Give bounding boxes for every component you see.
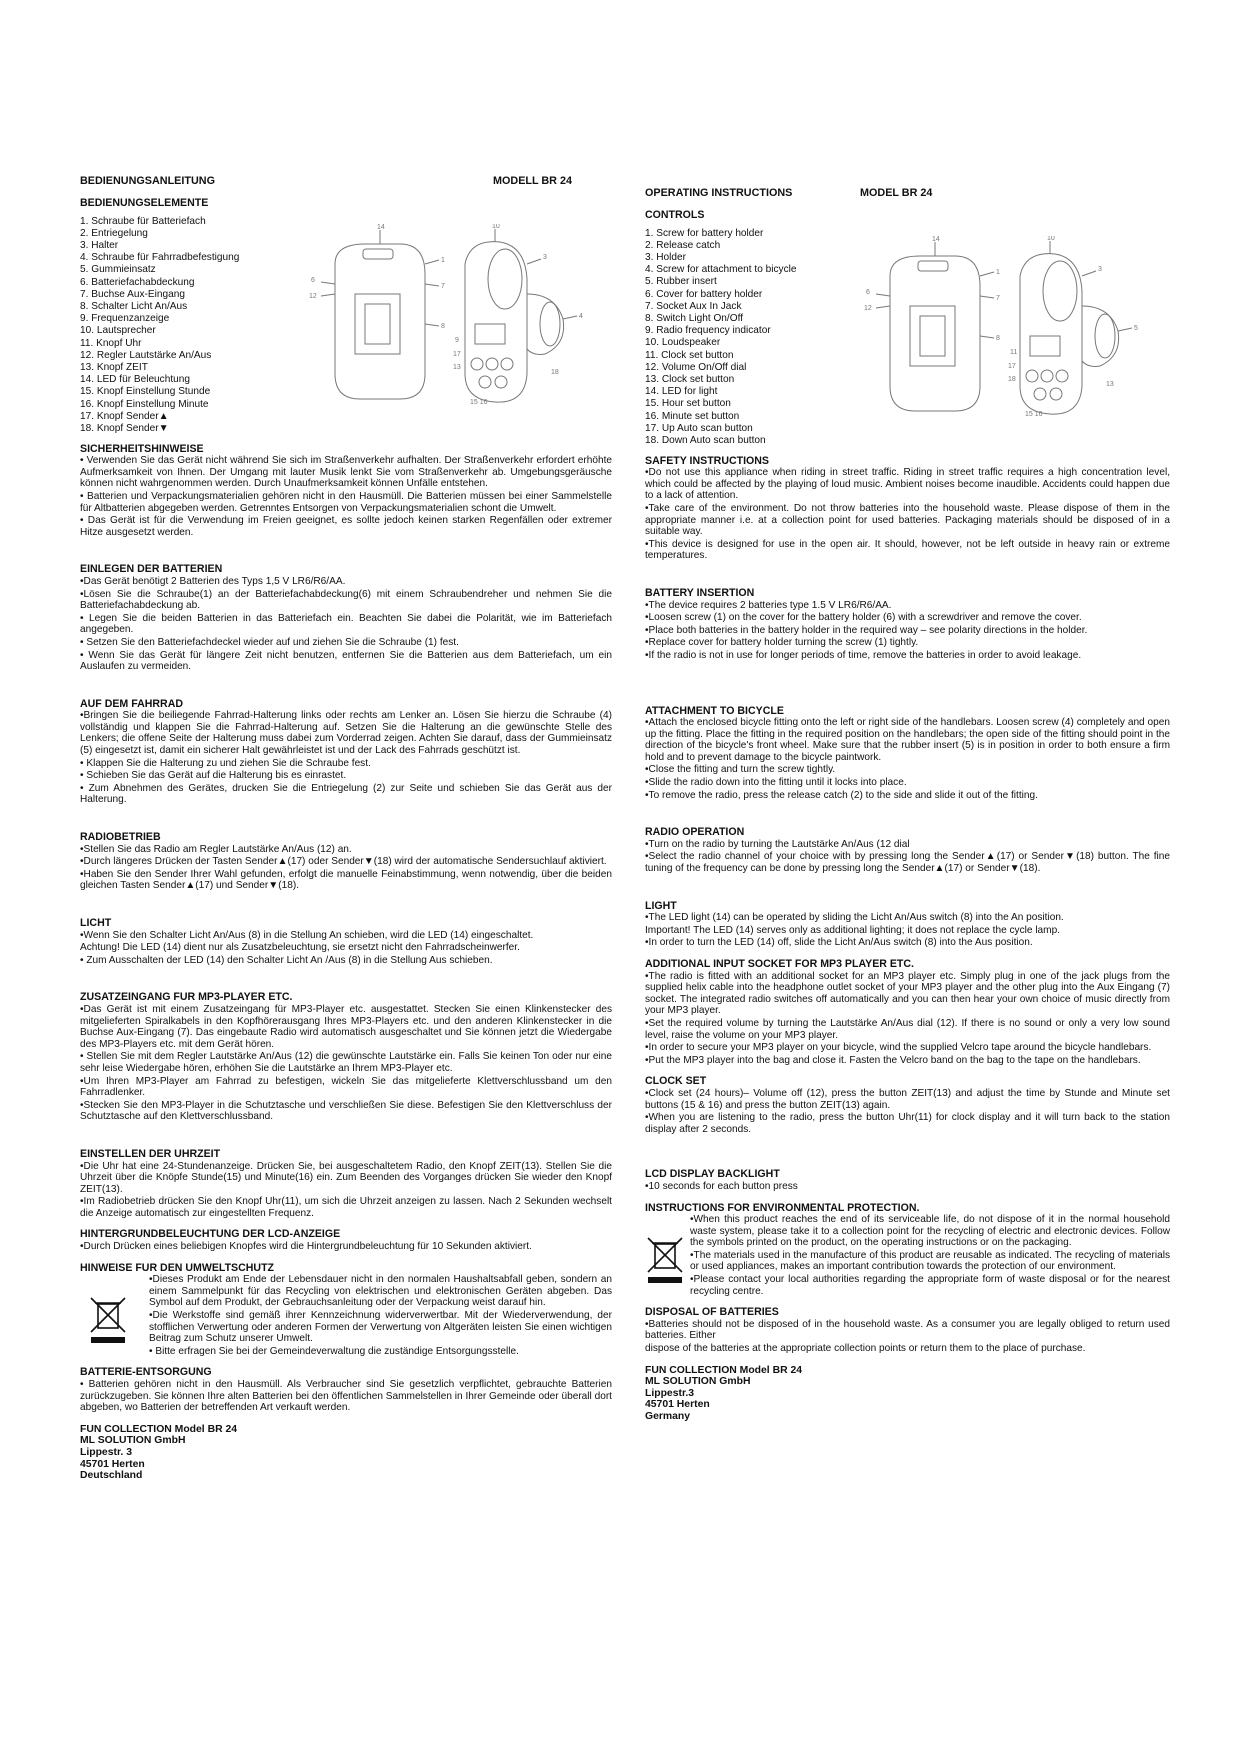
svg-text:7: 7 [441,282,445,290]
paragraph: •Haben Sie den Sender Ihrer Wahl gefunden, erfolgt die manuelle Feinabstimmung, wenn notwendig, über die beiden gleichen Tasten Sender▲(17) und Sender▼(18). [80,868,612,892]
paragraph: •Durch längeres Drücken der Tasten Sender▲(17) oder Sender▼(18) wird der automatische Sendersuchlauf aktiviert. [80,856,607,868]
svg-text:6: 6 [311,276,315,284]
paragraph: •Im Radiobetrieb drücken Sie den Knopf Uhr(11), um sich die Uhrzeit anzeigen zu lassen. Nach 2 Sekunden wechselt die Anzeige automatisch zur eingestellten Frequenz. [80,1196,612,1219]
aux-text [645,971,1170,1067]
env-text [149,1274,612,1357]
address-line: FUN COLLECTION Model BR 24 [645,1364,803,1376]
light-title: LICHT [80,917,112,929]
svg-text:8: 8 [441,322,445,330]
lcd-text [645,1181,1170,1193]
paragraph: •Turn on the radio by turning the Lautstärke An/Aus (12 dial [645,838,910,850]
svg-text:8: 8 [996,334,1000,342]
address-line: Deutschland [80,1470,143,1482]
paragraph: •The materials used in the manufacture of this product are reusable as indicated. The recycling of materials or used appliances, makes an important contribution towards the protection of our environment. [690,1249,1170,1273]
paragraph: •When this product reaches the end of its serviceable life, do not dispose of it in the normal household waste system, please take it to a collection point for the recycling of electric and electronic devices. Follow the symbols printed on the product, on the operating instructions or on the packaging. [690,1214,1170,1249]
paragraph: •Set the required volume by turning the Lautstärke An/Aus dial (12). If there is no sound or only a very low sound level, raise the volume on your MP3 player. [645,1017,1170,1041]
control-item: 2. Entriegelung [80,227,148,239]
address-line: FUN COLLECTION Model BR 24 [80,1423,238,1435]
control-item: 5. Rubber insert [645,276,717,288]
control-item: 7. Buchse Aux-Eingang [80,288,185,300]
crossed-bin-icon [88,1296,128,1344]
svg-text:12: 12 [309,292,317,300]
paragraph: • Das Gerät ist für die Verwendung im Freien geeignet, es sollte jedoch keinen starken Regenfällen oder extremer Hitze ausgesetzt werden. [80,515,612,538]
svg-text:10: 10 [1047,235,1055,242]
paragraph: •Dieses Produkt am Ende der Lebensdauer nicht in den normalen Haushaltsabfall geben, sondern an einem Sammelpunkt für das Recycling von elektrischen und elektronischen Geräten abgeben. Das Symbol auf dem Produkt, der Gebrauchsanleitung oder der Verpackung weist darauf hin. [149,1274,612,1309]
control-item: 11. Knopf Uhr [80,337,142,349]
radio-title: RADIO OPERATION [645,826,745,839]
paragraph: •Stecken Sie den MP3-Player in die Schutztasche und verschließen Sie diese. Befestigen Sie den Klettverschluss der Schutztasche auf den Klettverschlussband. [80,1099,612,1123]
address-line: 45701 Herten [80,1458,145,1470]
light-title: LIGHT [645,899,677,912]
control-item: 1. Screw for battery holder [645,227,764,239]
control-item: 9. Radio frequency indicator [645,325,771,337]
paragraph: •Batteries should not be disposed of in the household waste. As a consumer you are legally obliged to return used batteries. Either [645,1318,1170,1342]
controls-list [80,216,300,436]
svg-text:18: 18 [1008,375,1016,383]
control-item: 7. Socket Aux In Jack [645,300,742,312]
battery-title: EINLEGEN DER BATTERIEN [80,563,223,576]
paragraph: •Um Ihren MP3-Player am Fahrrad zu befestigen, wickeln Sie das mitgelieferte Klettverschlussband um den Fahrradlenker. [80,1075,612,1099]
paragraph: • Zum Abnehmen des Gerätes, drucken Sie die Entriegelung (2) zur Seite und schieben Sie das Gerät aus der Halterung. [80,782,612,806]
address-line: Germany [645,1411,691,1422]
paragraph: •Bringen Sie die beiliegende Fahrrad-Halterung links oder rechts am Lenker an. Lösen Sie hierzu die Schraube (4) vollständig und klappen Sie die Fahrrad-Halterung auf. Setzen Sie die Halterung an die gewünschte Stelle des Lenkers; die offene Seite der Halterung muss dabei zum Vorderrad zeigen. Achten Sie darauf, dass der Gummieinsatz (5) eingesetzt ist, damit ein sicherer Halt gewährleistet ist und der Lack des Fahrrads geschützt ist. [80,710,612,757]
svg-text:14: 14 [377,223,385,231]
control-item: 14. LED for light [645,386,718,398]
bicycle-text [80,710,612,806]
control-item: 16. Minute set button [645,410,740,422]
crossed-bin-icon [645,1236,685,1284]
svg-text:13: 13 [453,363,461,371]
control-item: 4. Schraube für Fahrradbefestigung [80,252,240,264]
header [645,188,1170,204]
paragraph: •Clock set (24 hours)– Volume off (12), press the button ZEIT(13) and adjust the time by Stunde and Minute set buttons (15 & 16) and press the button ZEIT(13) again. [645,1087,1170,1111]
paragraph: • Legen Sie die beiden Batterien in das Batteriefach ein. Beachten Sie dabei die Polarität, wie im Batteriefach angegeben. [80,612,612,636]
paragraph: •The LED light (14) can be operated by sliding the Licht An/Aus switch (8) into the An position. [645,912,1064,924]
controls-title: BEDIENUNGSELEMENTE [80,197,209,209]
control-item: 18. Down Auto scan button [645,435,766,447]
paragraph: •Close the fitting and turn the screw tightly. [645,764,836,776]
control-item: 12. Volume On/Off dial [645,361,747,373]
paragraph: •Replace cover for battery holder turning the screw (1) tightly. [645,637,919,649]
controls-title: CONTROLS [645,209,705,221]
aux-title: ZUSATZEINGANG FUR MP3-PLAYER ETC. [80,991,293,1004]
control-item: 12. Regler Lautstärke An/Aus [80,349,212,361]
light-text [645,912,1170,949]
svg-text:15 16: 15 16 [1025,410,1043,418]
lcd-title: LCD DISPLAY BACKLIGHT [645,1168,780,1181]
paragraph: •When you are listening to the radio, press the button Uhr(11) for clock display and it will turn back to the station display after 2 seconds. [645,1112,1170,1135]
paragraph: • Verwenden Sie das Gerät nicht während Sie sich im Straßenverkehr aufhalten. Der Straßenverkehr erfordert erhöhte Aufmerksamkeit von Ihnen. Der Umgang mit lauter Musik lenkt Sie vom Straßenverkehr ab. Umgebungsgeräusche können nicht wahrgenommen werden. Durch Unaufmerksamkeit können Unfälle entstehen. [80,455,612,490]
paragraph: •Lösen Sie die Schraube(1) an der Batteriefachabdeckung(6) mit einem Schraubendreher und nehmen Sie die Batteriefachabdeckung ab. [80,588,612,612]
env-title: INSTRUCTIONS FOR ENVIRONMENTAL PROTECTION. [645,1201,920,1214]
light-text [80,930,612,967]
svg-text:15 16: 15 16 [470,398,488,406]
svg-text:17: 17 [453,350,461,358]
svg-text:7: 7 [996,294,1000,302]
radio-text [645,839,1170,875]
paragraph: •Place both batteries in the battery holder in the required way – see polarity directions in the holder. [645,624,1088,636]
address-line: ML SOLUTION GmbH [645,1376,751,1388]
german-column [80,176,612,1482]
safety-title: SICHERHEITSHINWEISE [80,442,204,455]
control-item: 1. Schraube für Batteriefach [80,215,206,227]
paragraph: •If the radio is not in use for longer periods of time, remove the batteries in order to avoid leakage. [645,649,1082,661]
paragraph: • Setzen Sie den Batteriefachdeckel wieder auf und ziehen Sie die Schraube (1) fest. [80,636,459,648]
paragraph: •Slide the radio down into the fitting until it locks into place. [645,777,907,789]
paragraph: •Please contact your local authorities regarding the appropriate form of waste disposal or for the nearest recycling centre. [690,1274,1170,1297]
control-item: 15. Knopf Einstellung Stunde [80,386,211,398]
paragraph: •This device is designed for use in the open air. It should, however, not be left outside in heavy rain or extreme temperatures. [645,538,1170,562]
lcd-title: HINTERGRUNDBELEUCHTUNG DER LCD-ANZEIGE [80,1228,341,1241]
paragraph: • Stellen Sie mit dem Regler Lautstärke An/Aus (12) die gewünschte Lautstärke ein. Falls Sie keinen Ton oder nur eine sehr leise Wiedergabe hören, erhöhen Sie die Lautstärke an Ihrem MP3-Player etc. [80,1051,612,1074]
env-text [690,1214,1170,1297]
paragraph: •Die Uhr hat eine 24-Stundenanzeige. Drücken Sie, bei ausgeschaltetem Radio, den Knopf ZEIT(13). Stellen Sie die Uhrzeit über die Knöpfe Stunde(15) und Minute(16) ein. Zum Beenden des Vorganges drücken Sie wieder den Knopf ZEIT(13). [80,1160,612,1195]
paragraph: •To remove the radio, press the release catch (2) to the side and slide it out of the fitting. [645,789,1038,801]
paragraph: •Loosen screw (1) on the cover for the battery holder (6) with a screwdriver and remove the cover. [645,612,1082,624]
paragraph: •Take care of the environment. Do not throw batteries into the household waste. Please dispose of them in the appropriate manner i.e. at a collection point for used batteries. Packaging materials should be disposed of in a suitable way. [645,502,1170,538]
control-item: 8. Schalter Licht An/Aus [80,301,188,313]
paragraph: •Attach the enclosed bicycle fitting onto the left or right side of the handlebars. Loosen screw (4) completely and open up the fitting. Place the fitting in the required position on the handlebars; the open side of the fitting should point in the direction of the bicycle's front wheel. Make sure that the rubber insert (5) is in position in order to both ensure a firm hold and to prevent damage to the bicycle paintwork. [645,717,1170,763]
address [80,1424,612,1482]
radio-title: RADIOBETRIEB [80,831,161,844]
paragraph: • Zum Ausschalten der LED (14) den Schalter Licht An /Aus (8) in die Stellung Aus schieben. [80,954,493,966]
clock-title: CLOCK SET [645,1075,707,1088]
svg-text:14: 14 [932,235,940,243]
svg-text:13: 13 [1106,380,1114,388]
clock-text [645,1088,1170,1135]
paragraph: dispose of the batteries at the appropriate collection points or return them to the place of purchase. [645,1343,1086,1355]
svg-text:12: 12 [864,304,872,312]
control-item: 16. Knopf Einstellung Minute [80,398,209,410]
disposal-title: BATTERIE-ENTSORGUNG [80,1366,212,1379]
paragraph: • Wenn Sie das Gerät für längere Zeit nicht benutzen, entfernen Sie die Batterien aus dem Batteriefach, um ein Auslaufen zu vermeiden. [80,649,612,673]
env-block [645,1214,1170,1297]
address-line: Lippestr. 3 [80,1446,132,1458]
disposal-title: DISPOSAL OF BATTERIES [645,1306,779,1319]
svg-text:3: 3 [543,253,547,261]
control-item: 10. Lautsprecher [80,325,156,337]
control-item: 2. Release catch [645,239,721,251]
aux-title: ADDITIONAL INPUT SOCKET FOR MP3 PLAYER ETC. [645,958,914,970]
paragraph: • Klappen Sie die Halterung zu und ziehen Sie die Schraube fest. [80,757,371,769]
paragraph: • Batterien und Verpackungsmaterialien gehören nicht in den Hausmüll. Die Batterien müssen bei einer Sammelstelle für Altbatterien abgegeben werden. Getrenntes Entsorgen von Verpackungsmaterialien schont die Umwelt. [80,490,612,514]
control-item: 18. Knopf Sender▼ [80,423,169,435]
bicycle-title: AUF DEM FAHRRAD [80,697,183,710]
clock-title: EINSTELLEN DER UHRZEIT [80,1147,221,1160]
svg-text:17: 17 [1008,362,1016,370]
header [80,176,612,192]
control-item: 8. Switch Light On/Off [645,313,743,325]
paragraph: •Do not use this appliance when riding in street traffic. Riding in street traffic requires a high concentration level, which could be affected by the playing of loud music. Ambient noises become inaudible. Accidents could happen due to a lack of attention. [645,467,1170,502]
control-item: 13. Knopf ZEIT [80,362,148,374]
address-line: 45701 Herten [645,1399,710,1411]
svg-text:9: 9 [455,336,459,344]
doc-title: OPERATING INSTRUCTIONS [645,187,793,199]
paragraph: • Schieben Sie das Gerät auf die Halterung bis es einrastet. [80,770,347,782]
control-item: 10. Loudspeaker [645,337,721,349]
address [645,1365,1170,1423]
svg-text:5: 5 [1134,324,1138,332]
control-item: 14. LED für Beleuchtung [80,374,190,386]
paragraph: •Die Werkstoffe sind gemäß ihrer Kennzeichnung widerverwertbar. Mit der Wiederverwendung, der stofflichen Verwertung oder anderen Formen der Verwertung von Altgeräten leisten Sie einen wichtigen Beitrag zum Schutz unserer Umwelt. [149,1310,612,1345]
paragraph: •Select the radio channel of your choice with by pressing long the Sender▲(17) or Sender▼(18) button. The fine tuning of the frequency can be done by pressing long the Sender▲(17) or Sender▼(18). [645,851,1170,875]
control-item: 13. Clock set button [645,374,735,386]
radio-text [80,844,612,892]
paragraph: •Das Gerät benötigt 2 Batterien des Typs 1,5 V LR6/R6/AA. [80,575,346,587]
disposal-text [80,1379,612,1414]
svg-text:1: 1 [996,268,1000,276]
paragraph: • Bitte erfragen Sie bei der Gemeindeverwaltung die zuständige Entsorgungsstelle. [149,1345,519,1357]
aux-text [80,1004,612,1123]
control-item: 17. Up Auto scan button [645,422,753,434]
svg-text:10: 10 [492,223,500,230]
clock-text [80,1161,612,1220]
svg-text:6: 6 [866,288,870,296]
control-item: 6. Cover for battery holder [645,288,763,300]
control-item: 11. Clock set button [645,349,734,361]
paragraph: •Put the MP3 player into the bag and close it. Fasten the Velcro band on the bag to the tape on the handlebars. [645,1054,1141,1066]
paragraph: •Wenn Sie den Schalter Licht An/Aus (8) in die Stellung An schieben, wird die LED (14) eingeschaltet. [80,929,534,941]
paragraph: • Batterien gehören nicht in den Hausmüll. Als Verbraucher sind Sie gesetzlich verpflichtet, gebrauchte Batterien zurückzugeben. Sie können Ihre alten Batterien bei den öffentlichen Sammelstellen in Ihrer Gemeinde oder überall dort abgeben, wo Batterien der betreffenden Art verkauft werden. [80,1379,612,1414]
device-figure [305,224,595,414]
svg-text:3: 3 [1098,265,1102,273]
disposal-text [645,1319,1170,1355]
device-figure [860,236,1150,426]
battery-text [645,600,1170,662]
paragraph: •Durch Drücken eines beliebigen Knopfes wird die Hintergrundbeleuchtung für 10 Sekunden aktiviert. [80,1241,532,1253]
paragraph: •10 seconds for each button press [645,1180,798,1192]
safety-text [645,467,1170,562]
control-item: 3. Halter [80,240,119,251]
model-label: MODELL BR 24 [493,175,572,187]
control-item: 9. Frequenzanzeige [80,313,170,325]
english-column [645,188,1170,1423]
paragraph: •The device requires 2 batteries type 1.5 V LR6/R6/AA. [645,599,892,611]
controls-list [645,228,865,448]
lcd-text [80,1241,612,1253]
bicycle-title: ATTACHMENT TO BICYCLE [645,704,784,717]
env-block [80,1274,612,1357]
battery-title: BATTERY INSERTION [645,586,755,599]
paragraph: Achtung! Die LED (14) dient nur als Zusatzbeleuchtung, sie ersetzt nicht den Fahrradscheinwerfer. [80,942,520,954]
safety-title: SAFETY INSTRUCTIONS [645,454,769,467]
env-title: HINWEISE FUR DEN UMWELTSCHUTZ [80,1261,275,1274]
paragraph: •In order to secure your MP3 player on your bicycle, wind the supplied Velcro tape around the bicycle handlebars. [645,1042,1152,1054]
bicycle-text [645,717,1170,801]
paragraph: •Stellen Sie das Radio am Regler Lautstärke An/Aus (12) an. [80,843,352,855]
paragraph: Important! The LED (14) serves only as additional lighting; it does not replace the cycle lamp. [645,924,1060,936]
control-item: 6. Batteriefachabdeckung [80,276,195,288]
address-line: Lippestr.3 [645,1387,695,1399]
control-item: 15. Hour set button [645,398,731,410]
address-line: ML SOLUTION GmbH [80,1435,186,1447]
paragraph: •The radio is fitted with an additional socket for an MP3 player etc. Simply plug in one of the jack plugs from the supplied helix cable into the headphone outlet socket of your MP3 player and the other plug into the Aux Eingang (7) socket. The integrated radio switches off automatically and you can then hear your own choice of music directly from your MP3 player. [645,970,1170,1017]
doc-title: BEDIENUNGSANLEITUNG [80,175,215,187]
paragraph: •In order to turn the LED (14) off, slide the Licht An/Aus switch (8) into the Aus position. [645,937,1033,949]
control-item: 5. Gummieinsatz [80,264,156,276]
battery-text [80,576,612,673]
control-item: 4. Screw for attachment to bicycle [645,264,797,276]
svg-text:18: 18 [551,368,559,376]
control-item: 17. Knopf Sender▲ [80,410,169,422]
svg-text:11: 11 [1010,348,1018,356]
control-item: 3. Holder [645,252,686,263]
svg-text:1: 1 [441,256,445,264]
model-label: MODEL BR 24 [860,187,933,199]
svg-text:4: 4 [579,312,583,320]
paragraph: •Das Gerät ist mit einem Zusatzeingang für MP3-Player etc. ausgestattet. Stecken Sie einen Klinkenstecker des mitgelieferten Spiralkabels in den Kopfhörerausgang Ihres MP3-Players etc. und den anderen Klinkenstecker in die Buchse Aux-Eingang (7). Das eingebaute Radio wird automatisch ausgeschaltet und Sie können jetzt die Wiedergabe des MP3-Players etc. mit dem Gerät hören. [80,1003,612,1050]
safety-text [80,455,612,538]
